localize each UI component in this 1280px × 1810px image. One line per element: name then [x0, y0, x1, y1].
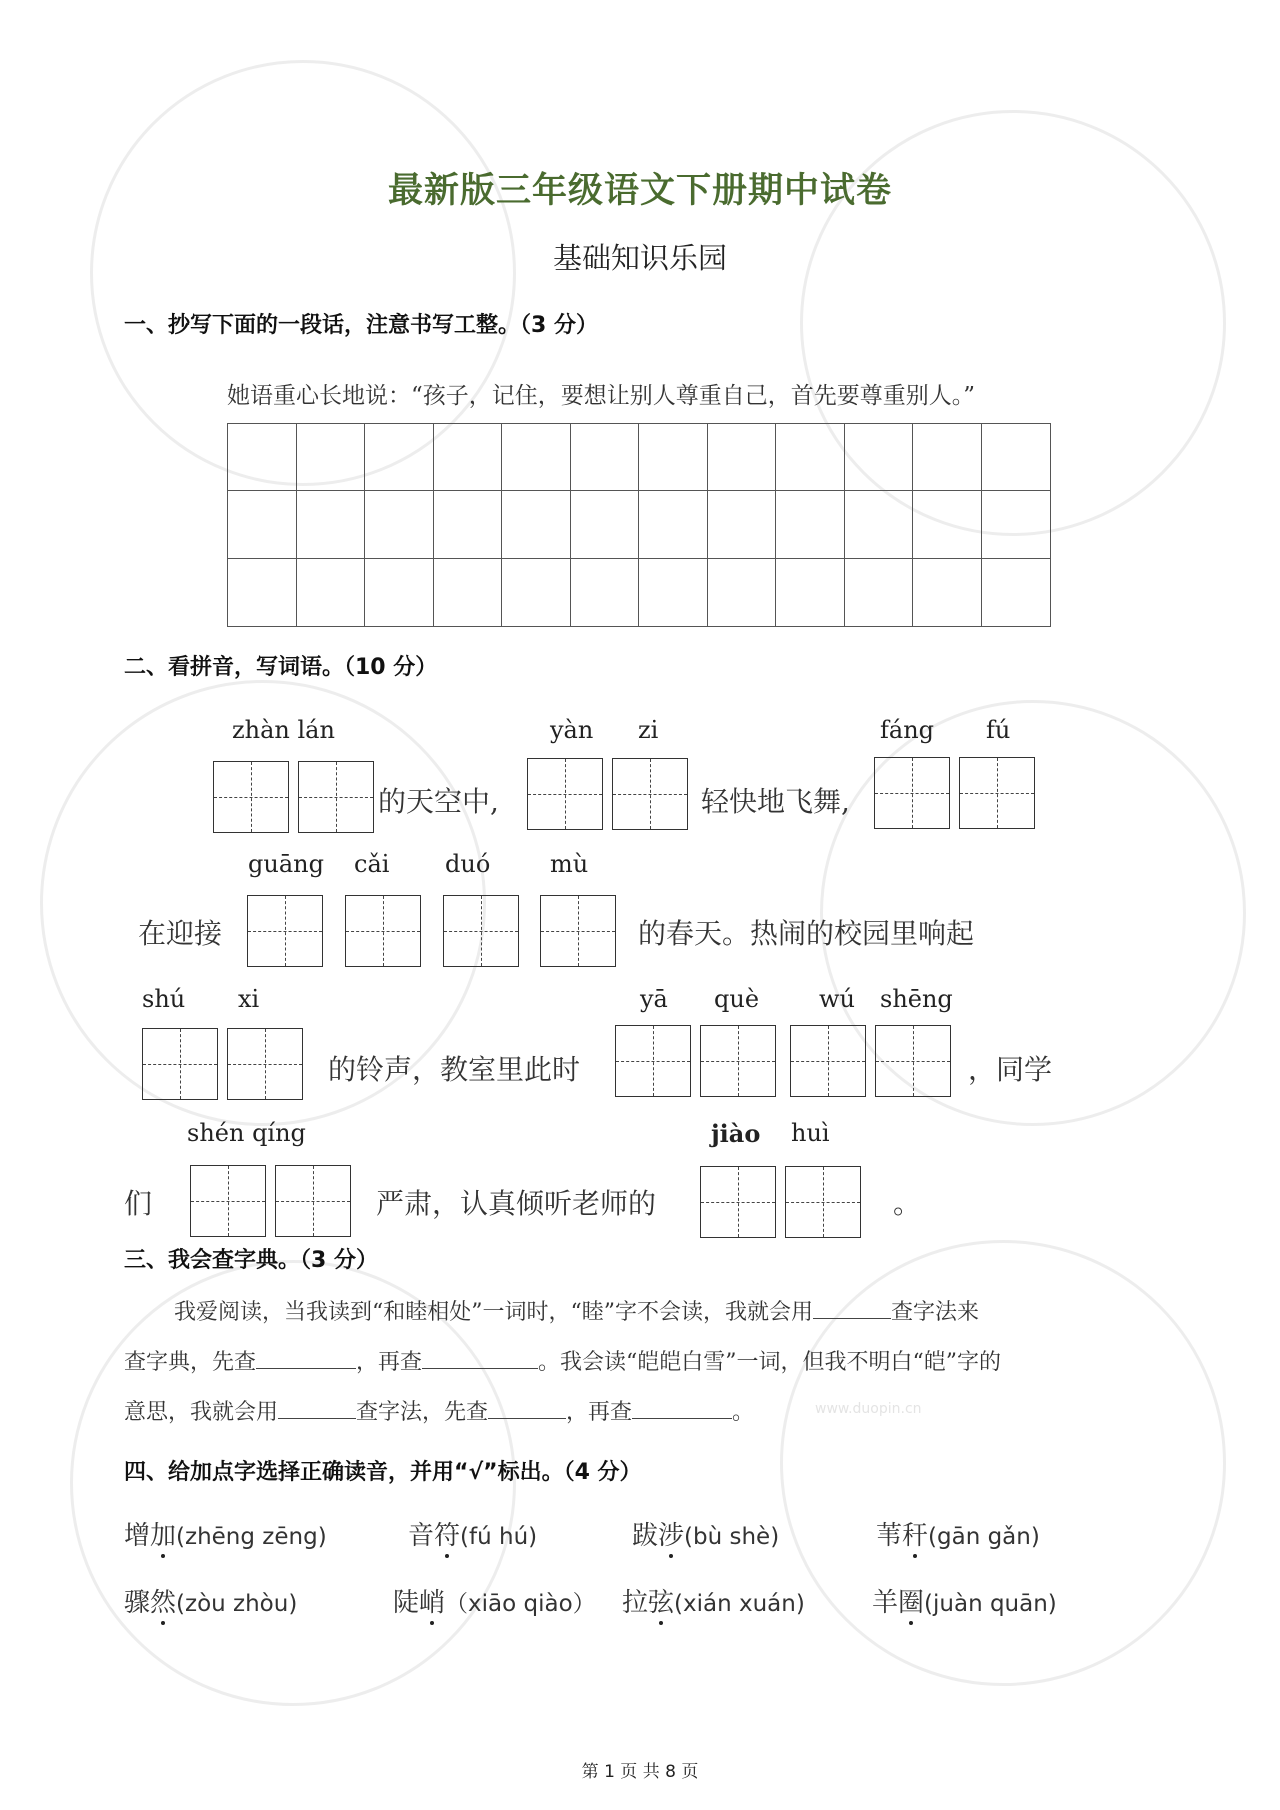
q2-heading: 二、看拼音，写词语。（10 分）: [124, 655, 438, 680]
grid-cell[interactable]: [365, 491, 434, 558]
q2-text: 们: [124, 1187, 153, 1220]
q1-heading: 一、抄写下面的一段话，注意书写工整。（3 分）: [124, 313, 598, 338]
answer-box[interactable]: [875, 1025, 951, 1097]
q3-text: 。: [732, 1400, 755, 1425]
reading-options[interactable]: (gān gǎn): [928, 1524, 1040, 1550]
q3-heading: 三、我会查字典。（3 分）: [124, 1248, 378, 1273]
reading-options[interactable]: (fú hú): [460, 1524, 538, 1550]
q2-text: 的铃声，教室里此时: [328, 1053, 581, 1086]
pinyin-mu: mù: [550, 850, 589, 878]
reading-char: 苇: [876, 1521, 903, 1551]
answer-box[interactable]: [615, 1025, 691, 1097]
pinyin-duo: duó: [445, 850, 491, 878]
q2-text: 的天空中,: [378, 785, 499, 818]
q3-text: ，再查: [566, 1400, 633, 1425]
q3-text: 。我会读“皑皑白雪”一词，但我不明白“皑”字的: [538, 1350, 1002, 1375]
answer-box[interactable]: [275, 1165, 351, 1237]
grid-cell[interactable]: [708, 424, 777, 491]
reading-item: [124, 1582, 297, 1619]
grid-cell[interactable]: [639, 559, 708, 626]
answer-box[interactable]: [142, 1028, 218, 1100]
grid-cell[interactable]: [639, 491, 708, 558]
grid-cell[interactable]: [913, 491, 982, 558]
grid-cell[interactable]: [708, 559, 777, 626]
grid-cell[interactable]: [913, 424, 982, 491]
q3-text: 我爱阅读，当我读到“和睦相处”一词时，“睦”字不会读，我就会用: [174, 1300, 813, 1325]
q3-text: ，再查: [356, 1350, 423, 1375]
answer-box[interactable]: [700, 1025, 776, 1097]
pinyin-shu: shú: [142, 985, 186, 1013]
reading-options[interactable]: (zòu zhòu): [176, 1591, 298, 1617]
pinyin-sheng: shēng: [880, 985, 953, 1013]
pinyin-xi: xi: [238, 985, 260, 1013]
q3-blank[interactable]: [488, 1398, 566, 1419]
pinyin-que: què: [714, 985, 760, 1013]
grid-cell[interactable]: [639, 424, 708, 491]
page-title: 最新版三年级语文下册期中试卷: [387, 171, 892, 211]
q2-text: ，同学: [968, 1053, 1053, 1086]
grid-cell[interactable]: [571, 491, 640, 558]
q1-sentence: 她语重心长地说：“孩子，记住，要想让别人尊重自己，首先要尊重别人。”: [227, 383, 976, 409]
pinyin-jiao: jiào: [711, 1119, 761, 1148]
answer-box[interactable]: [527, 758, 603, 830]
grid-cell[interactable]: [434, 424, 503, 491]
q3-text: 意思，我就会用: [124, 1400, 279, 1425]
reading-char: 增: [124, 1521, 151, 1551]
q2-text: 轻快地飞舞,: [701, 785, 850, 818]
q2-text: 。: [893, 1187, 922, 1220]
dotted-char: 秆: [902, 1515, 928, 1552]
reading-item: [622, 1582, 805, 1619]
answer-box[interactable]: [874, 757, 950, 829]
reading-options[interactable]: (zhēng zēng): [176, 1524, 327, 1550]
reading-item: [393, 1582, 596, 1619]
q2-text: 的春天。热闹的校园里响起: [638, 917, 975, 950]
q2-text: 严肃，认真倾听老师的: [376, 1187, 657, 1220]
answer-box[interactable]: [190, 1165, 266, 1237]
q3-text: 查字典，先查: [124, 1350, 257, 1375]
reading-item: [124, 1515, 327, 1552]
grid-cell[interactable]: [776, 491, 845, 558]
grid-cell[interactable]: [982, 491, 1051, 558]
grid-cell[interactable]: [845, 491, 914, 558]
reading-char: 羊: [872, 1588, 899, 1618]
grid-cell[interactable]: [776, 424, 845, 491]
reading-char: 跋: [632, 1521, 659, 1551]
answer-box[interactable]: [298, 761, 374, 833]
reading-options[interactable]: (bù shè): [684, 1524, 780, 1550]
dotted-char: 圈: [898, 1582, 924, 1619]
grid-cell[interactable]: [708, 491, 777, 558]
watermark-url: www.duopin.cn: [815, 1401, 922, 1417]
answer-box[interactable]: [443, 895, 519, 967]
dotted-char: 然: [150, 1582, 176, 1619]
dotted-char: 符: [434, 1515, 460, 1552]
q3-line3: [124, 1395, 754, 1426]
grid-cell[interactable]: [297, 491, 366, 558]
reading-char: 音: [408, 1521, 435, 1551]
grid-cell[interactable]: [571, 424, 640, 491]
reading-options[interactable]: (juàn quān): [924, 1591, 1057, 1617]
q3-blank[interactable]: [813, 1298, 891, 1319]
dotted-char: 峭: [419, 1582, 445, 1619]
reading-item: [876, 1515, 1040, 1552]
grid-cell[interactable]: [297, 559, 366, 626]
grid-cell[interactable]: [502, 424, 571, 491]
dotted-char: 弦: [648, 1582, 674, 1619]
grid-cell[interactable]: [502, 491, 571, 558]
grid-cell[interactable]: [571, 559, 640, 626]
pinyin-shenqing: shén qíng: [187, 1119, 306, 1147]
pinyin-zi: zi: [638, 716, 659, 744]
answer-box[interactable]: [612, 758, 688, 830]
answer-box[interactable]: [345, 895, 421, 967]
answer-box[interactable]: [790, 1025, 866, 1097]
grid-cell[interactable]: [365, 559, 434, 626]
q3-line1: [174, 1295, 979, 1326]
q3-blank[interactable]: [278, 1398, 356, 1419]
grid-cell[interactable]: [365, 424, 434, 491]
page-footer: 第 1 页 共 8 页: [581, 1762, 699, 1782]
reading-options[interactable]: （xiāo qiào）: [445, 1591, 596, 1617]
reading-options[interactable]: (xián xuán): [674, 1591, 805, 1617]
grid-cell[interactable]: [502, 559, 571, 626]
answer-box[interactable]: [959, 757, 1035, 829]
q3-blank[interactable]: [632, 1398, 732, 1419]
pinyin-yan: yàn: [550, 716, 594, 744]
reading-item: [872, 1582, 1057, 1619]
grid-cell[interactable]: [434, 491, 503, 558]
answer-box[interactable]: [700, 1166, 776, 1238]
grid-cell[interactable]: [982, 424, 1051, 491]
answer-box[interactable]: [213, 761, 289, 833]
answer-box[interactable]: [540, 895, 616, 967]
q4-heading: 四、给加点字选择正确读音，并用“√”标出。（4 分）: [124, 1460, 642, 1485]
q3-line2: [124, 1345, 1001, 1376]
answer-box[interactable]: [785, 1166, 861, 1238]
q3-blank[interactable]: [422, 1348, 538, 1369]
q3-text: 查字法来: [891, 1300, 980, 1325]
grid-cell[interactable]: [913, 559, 982, 626]
pinyin-hui: huì: [791, 1119, 830, 1147]
grid-cell[interactable]: [845, 559, 914, 626]
answer-box[interactable]: [247, 895, 323, 967]
page-subtitle: 基础知识乐园: [552, 241, 727, 275]
pinyin-ya: yā: [640, 985, 668, 1013]
dotted-char: 加: [150, 1515, 176, 1552]
pinyin-wu: wú: [819, 985, 855, 1013]
reading-char: 骤: [124, 1588, 151, 1618]
pinyin-cai: cǎi: [354, 850, 390, 878]
pinyin-fu: fú: [986, 716, 1011, 744]
grid-cell[interactable]: [228, 559, 297, 626]
pinyin-fang: fáng: [880, 716, 935, 744]
q3-blank[interactable]: [256, 1348, 356, 1369]
reading-char: 陡: [393, 1588, 420, 1618]
grid-cell[interactable]: [228, 491, 297, 558]
dotted-char: 涉: [658, 1515, 684, 1552]
grid-cell[interactable]: [982, 559, 1051, 626]
grid-cell[interactable]: [434, 559, 503, 626]
grid-cell[interactable]: [845, 424, 914, 491]
grid-cell[interactable]: [776, 559, 845, 626]
reading-char: 拉: [622, 1588, 649, 1618]
answer-box[interactable]: [227, 1028, 303, 1100]
grid-cell[interactable]: [228, 424, 297, 491]
q2-text: 在迎接: [138, 917, 223, 950]
pinyin-zhanlan: zhàn lán: [232, 716, 335, 744]
reading-item: [408, 1515, 537, 1552]
pinyin-guang: guāng: [248, 850, 324, 878]
grid-cell[interactable]: [297, 424, 366, 491]
q3-text: 查字法，先查: [356, 1400, 489, 1425]
copy-grid[interactable]: [227, 423, 1051, 627]
reading-item: [632, 1515, 779, 1552]
